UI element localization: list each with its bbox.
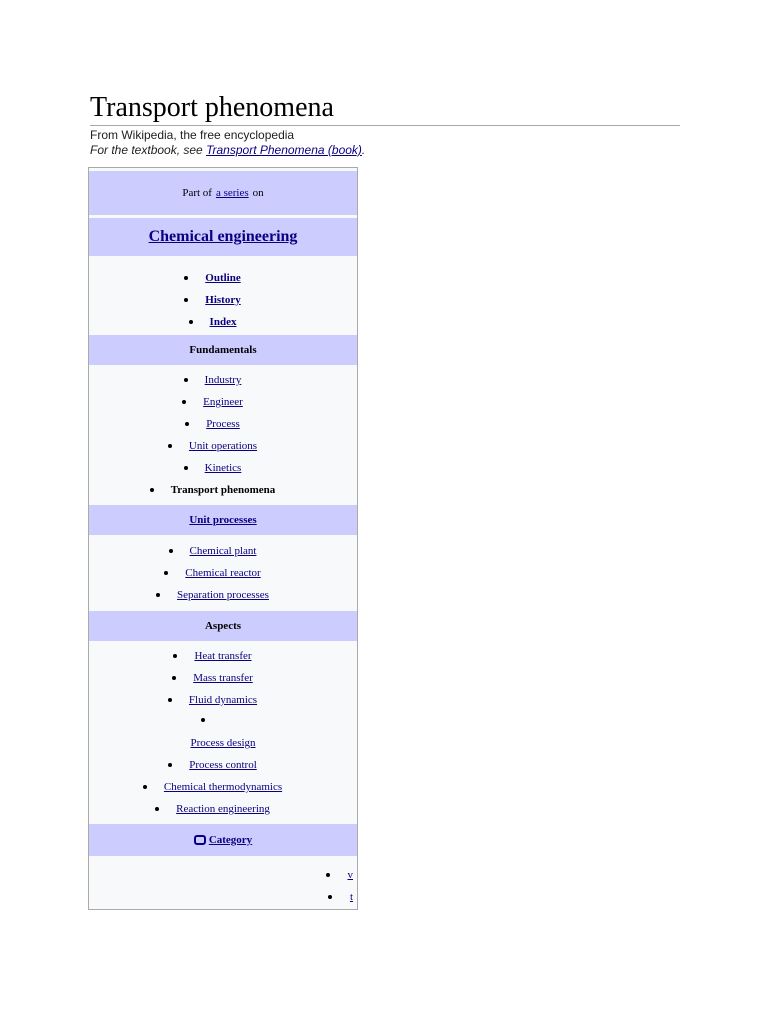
section-heading-text: Fundamentals (189, 344, 257, 356)
series-on-text: on (252, 187, 264, 199)
link-separation-processes[interactable]: Separation processes (177, 589, 269, 601)
link-chemical-plant[interactable]: Chemical plant (189, 545, 257, 557)
link-mass-transfer[interactable]: Mass transfer (193, 672, 253, 684)
navbar-talk (350, 888, 353, 906)
sidebar-item-fluid-dynamics (89, 691, 357, 709)
link-index[interactable]: Index (209, 316, 237, 328)
section-heading-text: Aspects (204, 620, 242, 632)
bullet-marker (328, 895, 332, 899)
sidebar-item-engineer (89, 393, 357, 411)
category-link[interactable]: Category (208, 834, 253, 846)
navbar-view-link[interactable]: v (347, 869, 353, 881)
sidebar-item-process (89, 415, 357, 433)
link-history[interactable]: History (205, 294, 241, 306)
section-heading-fundamentals (89, 335, 357, 365)
link-chemical-thermodynamics[interactable]: Chemical thermodynamics (163, 781, 283, 793)
sidebar-item-transport-phenomena-current (89, 481, 357, 499)
page-title: Transport phenomena (90, 92, 334, 123)
navbar-view (348, 866, 354, 884)
sidebar-title-link[interactable]: Chemical engineering (148, 228, 298, 245)
section-heading-link[interactable]: Unit processes (189, 514, 257, 526)
series-sidebar (88, 167, 358, 910)
sidebar-item-process-control (89, 756, 357, 774)
link-process[interactable]: Process (206, 418, 240, 430)
link-fluid-dynamics[interactable]: Fluid dynamics (188, 694, 258, 706)
link-kinetics[interactable]: Kinetics (204, 462, 242, 474)
sidebar-item-chemical-reactor (89, 564, 357, 582)
sidebar-item-chemical-plant (89, 542, 357, 560)
link-industry[interactable]: Industry (204, 374, 242, 386)
section-heading-unit-processes (89, 505, 357, 535)
title-divider (90, 125, 680, 126)
series-link[interactable]: a series (215, 187, 249, 199)
sidebar-item-chemical-thermodynamics (89, 778, 357, 796)
sidebar-item-outline (89, 269, 357, 287)
hatnote (90, 143, 365, 157)
sidebar-item-reaction-engineering (89, 800, 357, 818)
sidebar-item-process-design (89, 734, 357, 752)
sidebar-item-separation-processes (89, 586, 357, 604)
link-reaction-engineering[interactable]: Reaction engineering (176, 803, 270, 815)
link-unit-operations[interactable]: Unit operations (188, 440, 258, 452)
link-heat-transfer[interactable]: Heat transfer (194, 650, 252, 662)
bullet-marker (201, 718, 205, 722)
part-of-text: Part of (182, 187, 212, 199)
sidebar-title (89, 218, 357, 256)
navbar-talk-link[interactable]: t (349, 891, 353, 903)
current-page-label: Transport phenomena (170, 484, 276, 496)
link-chemical-reactor[interactable]: Chemical reactor (185, 567, 261, 579)
sidebar-item-industry (89, 371, 357, 389)
category-row (89, 824, 357, 856)
link-engineer[interactable]: Engineer (203, 396, 243, 408)
section-heading-aspects (89, 611, 357, 641)
sidebar-item-unit-operations (89, 437, 357, 455)
sidebar-item-history (89, 291, 357, 309)
sidebar-item-mass-transfer (89, 669, 357, 687)
sidebar-item-index (89, 313, 357, 331)
link-process-control[interactable]: Process control (189, 759, 257, 771)
hatnote-link-book[interactable]: Transport Phenomena (book) (206, 143, 362, 157)
sidebar-series-header (89, 171, 357, 215)
sidebar-item-kinetics (89, 459, 357, 477)
hatnote-prefix: For the textbook, see (90, 143, 207, 157)
hatnote-suffix: . (361, 143, 366, 157)
sidebar-item-heat-transfer (89, 647, 357, 665)
category-icon (194, 835, 206, 845)
site-tagline: From Wikipedia, the free encyclopedia (90, 128, 295, 142)
link-outline[interactable]: Outline (205, 272, 241, 284)
link-process-design[interactable]: Process design (190, 737, 256, 749)
bullet-marker (326, 873, 330, 877)
